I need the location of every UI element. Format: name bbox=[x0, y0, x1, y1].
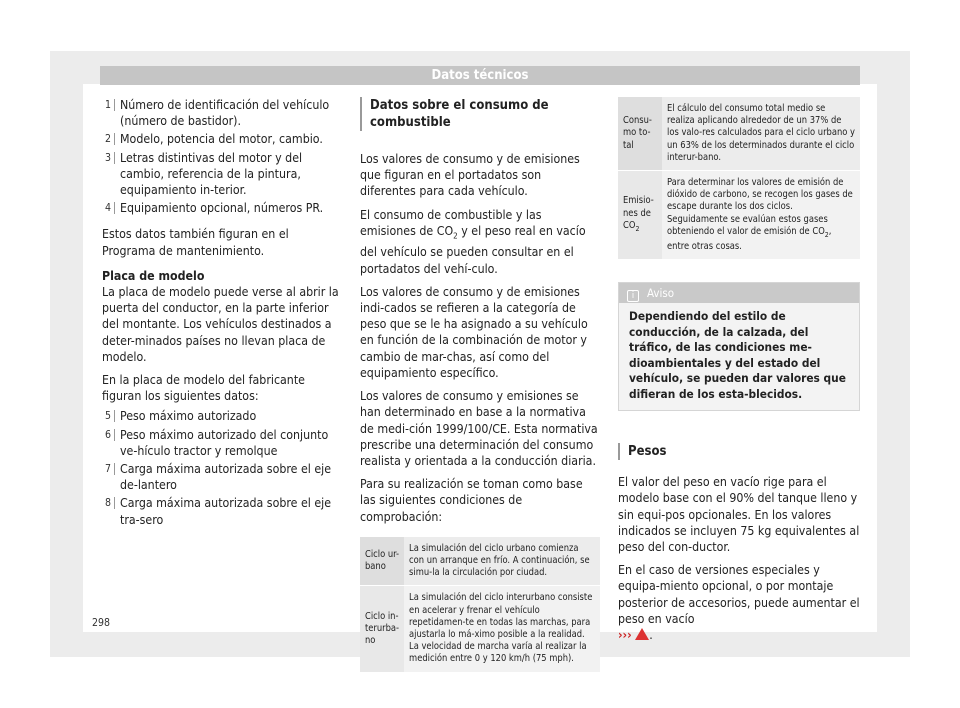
column-right bbox=[618, 97, 860, 650]
pesos-section bbox=[618, 443, 860, 643]
table-key: Consu-mo to-tal bbox=[618, 97, 662, 171]
table-key: Emisio-nes de $CO_2$ bbox=[618, 171, 662, 260]
item-number: 7 bbox=[102, 463, 115, 475]
item-text: Peso máximo autorizado del conjunto ve-hículo tractor y remolque bbox=[120, 427, 329, 458]
column-middle bbox=[360, 97, 600, 673]
list-item bbox=[102, 150, 342, 199]
chapter-header bbox=[100, 66, 860, 85]
consumption-table bbox=[618, 97, 860, 260]
subsection-title: Placa de modelo bbox=[102, 268, 205, 283]
table-value: Para determinar los valores de emisión de dióxido de carbono, se recogen los gases de escape durante los dos ciclos. Seguidamente se evalúan estos gases obteniendo el valor de emisión de $CO_2$, entre otras cosas. bbox=[662, 171, 860, 260]
item-number: 8 bbox=[102, 497, 115, 509]
section-title: Pesos bbox=[618, 443, 860, 460]
item-text: Carga máxima autorizada sobre el eje de-lantero bbox=[120, 462, 332, 493]
item-text: Letras distintivas del motor y del cambio, referencia de la pintura, equipamiento in-terior. bbox=[120, 150, 303, 198]
paragraph: El consumo de combustible y las emisiones de $CO_2$ y el peso real en vacío del vehículo se pueden consultar en el portadatos del vehí-culo. bbox=[360, 207, 586, 276]
paragraph: Para su realización se toman como base las siguientes condiciones de comprobación: bbox=[360, 477, 583, 524]
list-item bbox=[102, 495, 342, 527]
table-value: La simulación del ciclo interurbano consiste en acelerar y frenar el vehículo repetidamen-te en todas las marchas, para ajustarla lo má-ximo posible a la realidad. La velocidad de marcha varía al realizar la medición entre 0 y 120 km/h (75 mph). bbox=[404, 586, 600, 672]
info-icon: i bbox=[627, 290, 639, 302]
item-number: 6 bbox=[102, 429, 115, 441]
column-left bbox=[102, 97, 342, 530]
paragraph: Los valores de consumo y de emisiones indi-cados se refieren a la categoría de peso que se le ha asignado a su vehículo en función de la combinación de motor y cambio de mar-chas, así como del equipamiento específico. bbox=[360, 284, 588, 380]
item-text: Equipamiento opcional, números PR. bbox=[120, 201, 324, 216]
notice-text: Dependiendo del estilo de conducción, de la calzada, del tráfico, de las condiciones me-dioambientales y del estado del vehículo, se pueden dar valores que difieran de los esta-blecidos. bbox=[619, 303, 859, 410]
paragraph: Los valores de consumo y de emisiones que figuran en el portadatos son diferentes para cada vehículo. bbox=[360, 152, 580, 199]
notice-title: Aviso bbox=[647, 286, 675, 301]
item-number: 2 bbox=[102, 133, 115, 145]
table-row bbox=[618, 97, 860, 171]
table-row bbox=[360, 537, 600, 586]
paragraph: La placa de modelo puede verse al abrir la puerta del conductor, en la parte inferior del montante. Los vehículos destinados a deter-minados países no llevan placa de modelo. bbox=[102, 285, 339, 364]
table-row bbox=[360, 586, 600, 672]
list-item bbox=[102, 131, 342, 147]
section-title: Datos sobre el consumo de combustible bbox=[360, 97, 600, 131]
item-number: 3 bbox=[102, 152, 115, 164]
notice-header bbox=[619, 283, 859, 303]
item-text: Número de identificación del vehículo (número de bastidor). bbox=[120, 98, 330, 129]
table-value: La simulación del ciclo urbano comienza con un arranque en frío. A continuación, se simu-la la circulación por ciudad. bbox=[404, 537, 600, 586]
page-number: 298 bbox=[92, 617, 111, 629]
table-value: El cálculo del consumo total medio se realiza aplicando alrededor de un 37% de los valo-res calculados para el ciclo urbano y un 63% de los determinados durante el ciclo interur-bano. bbox=[662, 97, 860, 171]
item-text: Carga máxima autorizada sobre el eje tra-sero bbox=[120, 496, 332, 527]
notice-box bbox=[618, 282, 860, 411]
paragraph: En el caso de versiones especiales y equipa-miento opcional, o por montaje posterior de accesorios, puede aumentar el peso en vacío ››› . bbox=[618, 563, 860, 642]
cross-reference-arrow[interactable]: ››› bbox=[618, 627, 632, 642]
list-item bbox=[102, 200, 342, 216]
paragraph: El valor del peso en vacío rige para el modelo base con el 90% del tanque lleno y sin equi-pos opcionales. En los valores indicados se incluyen 75 kg equivalentes al peso del con-ductor. bbox=[618, 475, 860, 554]
warning-icon[interactable] bbox=[635, 628, 649, 640]
item-number: 1 bbox=[102, 99, 115, 111]
test-conditions-table bbox=[360, 537, 600, 673]
paragraph: Los valores de consumo y emisiones se han determinado en base a la normativa de medi-ción 1999/100/CE. Esta normativa prescribe una determinación del consumo realista y orientada a la conducción diaria. bbox=[360, 389, 598, 468]
chapter-title: Datos técnicos bbox=[431, 68, 529, 83]
item-text: Peso máximo autorizado bbox=[120, 409, 257, 424]
paragraph: En la placa de modelo del fabricante figuran los siguientes datos: bbox=[102, 373, 305, 404]
item-number: 4 bbox=[102, 202, 115, 214]
list-item bbox=[102, 408, 342, 424]
list-item bbox=[102, 427, 342, 459]
list-item bbox=[102, 97, 342, 129]
item-text: Modelo, potencia del motor, cambio. bbox=[120, 132, 323, 147]
table-key: Ciclo in-terurba-no bbox=[360, 586, 404, 672]
table-key: Ciclo ur-bano bbox=[360, 537, 404, 586]
table-row bbox=[618, 171, 860, 260]
paragraph: Estos datos también figuran en el Programa de mantenimiento. bbox=[102, 227, 289, 258]
item-number: 5 bbox=[102, 410, 115, 422]
list-item bbox=[102, 461, 342, 493]
